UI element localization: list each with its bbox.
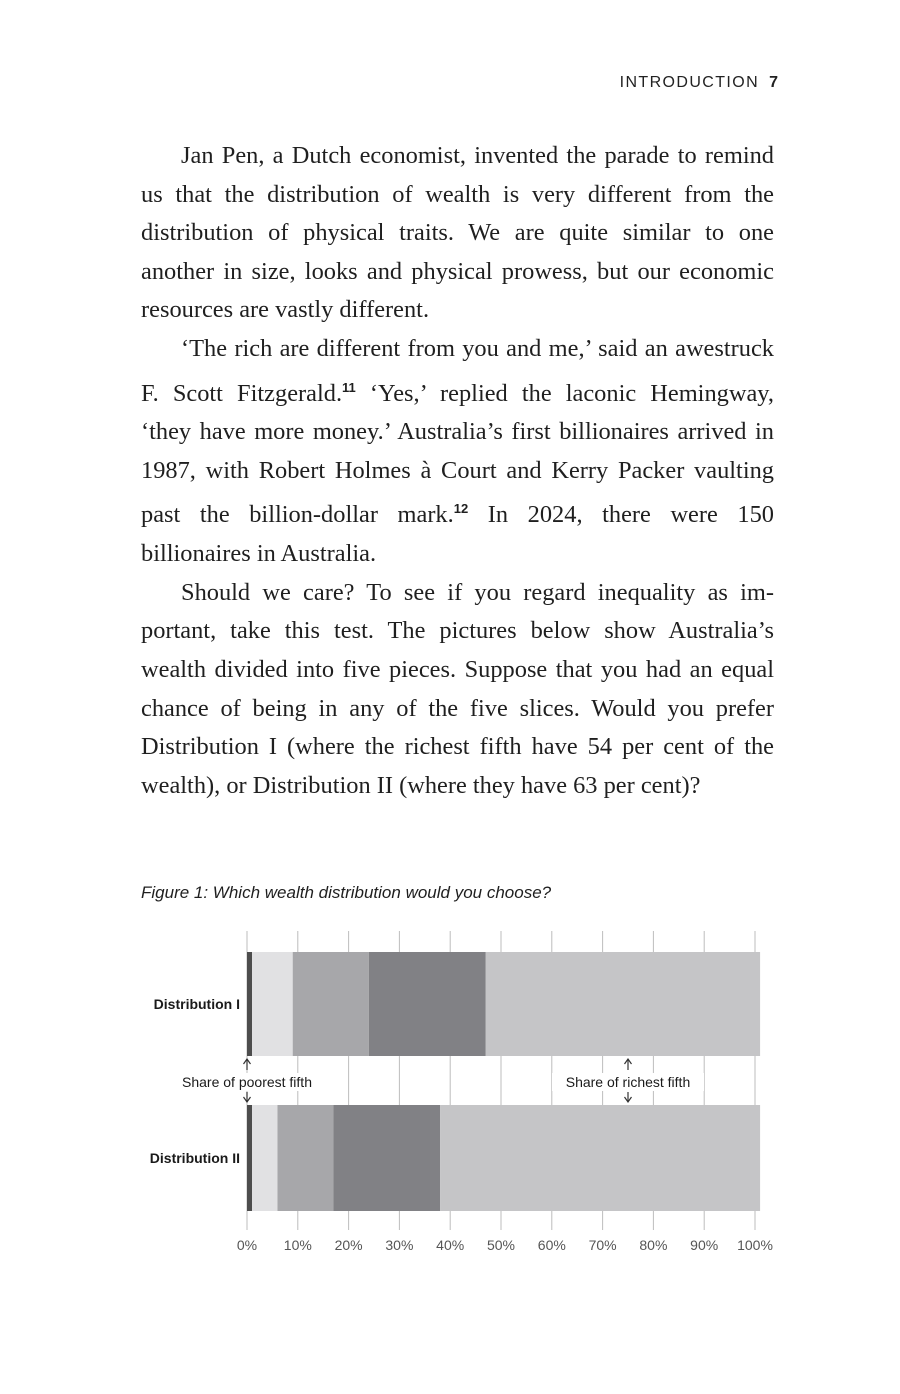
bar-segment bbox=[369, 952, 486, 1056]
bar-segment bbox=[252, 952, 293, 1056]
paragraph-2-part-c: In 2024, there were 150 billionaires in Australia. bbox=[141, 501, 774, 568]
paragraph-2-part-a: ‘The rich are different from you and me,’ said an awestruck F. Scott Fitzgerald. bbox=[141, 334, 774, 407]
bar-segment bbox=[247, 952, 252, 1056]
bar-segment bbox=[333, 1105, 440, 1211]
annotation-label: Share of richest fifth bbox=[565, 1074, 691, 1090]
bar-segment bbox=[247, 1105, 252, 1211]
category-label: Distribution II bbox=[149, 1150, 240, 1166]
x-tick-label: 90% bbox=[690, 1237, 719, 1253]
bar-segment bbox=[277, 1105, 333, 1211]
x-tick-label: 70% bbox=[588, 1237, 617, 1253]
x-tick-label: 30% bbox=[385, 1237, 414, 1253]
x-tick-label: 20% bbox=[334, 1237, 363, 1253]
x-tick-label: 60% bbox=[537, 1237, 566, 1253]
annotation-label: Share of poorest fifth bbox=[182, 1074, 312, 1090]
bar-segment bbox=[440, 1105, 760, 1211]
footnote-ref-11[interactable]: 11 bbox=[342, 379, 356, 395]
bar-segment bbox=[486, 952, 760, 1056]
bar-segment bbox=[293, 952, 369, 1056]
x-tick-label: 10% bbox=[283, 1237, 312, 1253]
bar-segment bbox=[252, 1105, 277, 1211]
category-label: Distribution I bbox=[153, 996, 240, 1012]
x-tick-label: 0% bbox=[236, 1237, 258, 1253]
page-number: 7 bbox=[769, 74, 778, 91]
x-tick-label: 80% bbox=[639, 1237, 668, 1253]
paragraph-1: Jan Pen, a Dutch economist, invented the parade to remind us that the distribution of wealth is very different from the distribution of physical traits. We are quite similar to one another in size, looks and physical prowess, but our economic resources are vastly different. bbox=[141, 142, 774, 324]
x-tick-label: 40% bbox=[436, 1237, 465, 1253]
x-tick-label: 100% bbox=[737, 1237, 773, 1253]
footnote-ref-12[interactable]: 12 bbox=[453, 501, 469, 517]
x-tick-label: 50% bbox=[486, 1237, 516, 1253]
paragraph-3: Should we care? To see if you regard inequality as important, take this test. The pictures below show Australia’s wealth divided into five pieces. Suppose that you had an equal chance of being in any of the five slices. Would you prefer Distribution I (where the richest fifth have 54 per cent of the wealth), or Distribution II (where they have 63 per cent)? bbox=[141, 578, 774, 799]
section-title: INTRODUCTION bbox=[619, 74, 760, 91]
paragraph-2-part-b: ‘Yes,’ replied the laconic Hemingway, ‘they have more money.’ Australia’s first billionaires arrived in 1987, with Robert Holmes à Court and Kerry Packer vaulting past the billion-dollar mark. bbox=[141, 379, 775, 529]
figure-caption: Figure 1: Which wealth distribution would you choose? bbox=[141, 883, 552, 902]
